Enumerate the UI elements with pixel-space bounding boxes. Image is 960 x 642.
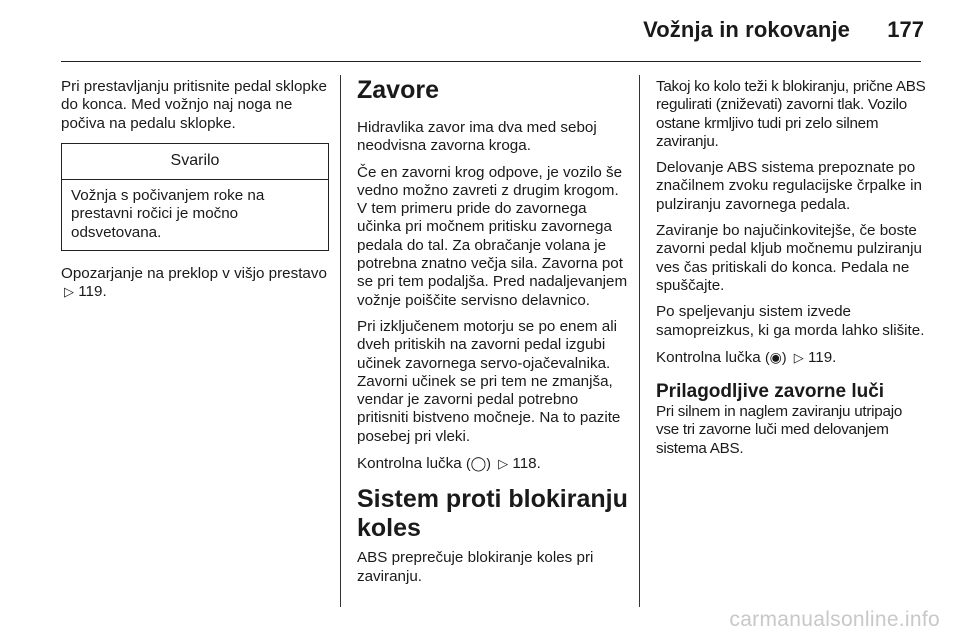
clutch-paragraph: Pri prestavljanju pritisnite pedal sklopke do konca. Med vožnjo naj noga ne počiva na pedalu sklopke. (61, 78, 327, 132)
brake-warning-lamp-icon: (◯) (465, 455, 491, 472)
brakes-paragraph-2: Če en zavorni krog odpove, je vozilo še vedno možno zavreti z drugim krogom. V tem primeru pride do zavornega učinka pri močnem pritisku zavornega pedala do tal. Za obračanje volana je potrebna znatno večja sila. Zavorna pot se pri tem podaljša. Pred nadaljevanjem vožnje poiščite servisno delavnico. (357, 163, 628, 309)
shift-indicator-paragraph (61, 265, 329, 302)
brakes-paragraph-1: Hidravlika zavor ima dva med seboj neodvisna zavorna kroga. (357, 119, 597, 155)
warning-title: Svarilo (62, 144, 328, 180)
triangle-reference-icon: ▷ (498, 456, 509, 472)
brake-lamp-page-ref[interactable]: 118. (512, 455, 541, 473)
abs-warning-lamp-icon: (◉) (764, 348, 787, 365)
brakes-heading: Zavore (357, 76, 439, 104)
column-middle (357, 78, 629, 594)
abs-lamp-page-ref[interactable]: 119. (807, 348, 837, 366)
abs-lamp-paragraph (656, 348, 928, 367)
column-right (656, 78, 928, 466)
abs-heading: Sistem proti blokiranju koles (357, 485, 628, 543)
page-header-title: Vožnja in rokovanje (643, 17, 850, 42)
shift-indicator-text: Opozarjanje na preklop v višjo prestavo (61, 265, 327, 283)
column-divider-right (639, 75, 640, 607)
abs-paragraph-1: ABS preprečuje blokiranje koles pri zaviranju. (357, 549, 594, 585)
brake-lamp-label: Kontrolna lučka (357, 455, 462, 473)
header-rule (61, 61, 921, 62)
adaptive-brake-lights-heading: Prilagodljive zavorne luči (656, 381, 885, 403)
shift-indicator-page-ref[interactable]: 119. (78, 283, 107, 301)
brakes-paragraph-3: Pri izključenem motorju se po enem ali dveh pritiskih na zavorni pedal izgubi učinek zavornega servo-ojačevalnika. Zavorni učinek se pri tem ne zmanjša, vendar je zavorni pedal potrebno pritisniti bistveno močneje. Na to pazite posebej pri vleki. (357, 317, 621, 445)
brake-lamp-paragraph (357, 454, 629, 473)
column-divider-left (340, 75, 341, 607)
abs-paragraph-2: Takoj ko kolo teži k blokiranju, prične ABS regulirati (zniževati) zavorni tlak. Vozilo ostane krmljivo tudi pri zelo silnem zaviranju. (656, 78, 926, 150)
column-left (61, 78, 329, 310)
triangle-reference-icon: ▷ (64, 284, 74, 300)
page-number: 177 (887, 17, 924, 42)
warning-text: Vožnja s počivanjem roke na prestavni ročici je močno odsvetovana. (71, 187, 265, 241)
adaptive-brake-lights-paragraph: Pri silnem in naglem zaviranju utripajo vse tri zavorne luči med delovanjem sistema ABS. (656, 403, 903, 457)
abs-paragraph-4: Zaviranje bo najučinkovitejše, če boste zavorni pedal kljub močnemu pulziranju ves čas pritiskali do konca. Pedala ne spuščajte. (656, 222, 922, 294)
warning-box (61, 143, 329, 251)
abs-paragraph-5: Po speljevanju sistem izvede samopreizkus, ki ga morda lahko slišite. (656, 303, 925, 339)
abs-lamp-label: Kontrolna lučka (656, 348, 761, 366)
abs-paragraph-3: Delovanje ABS sistema prepoznate po značilnem zvoku regulacijske črpalke in pulziranju zavornega pedala. (656, 159, 922, 213)
watermark-text: carmanualsonline.info (729, 608, 940, 631)
triangle-reference-icon: ▷ (793, 349, 804, 365)
